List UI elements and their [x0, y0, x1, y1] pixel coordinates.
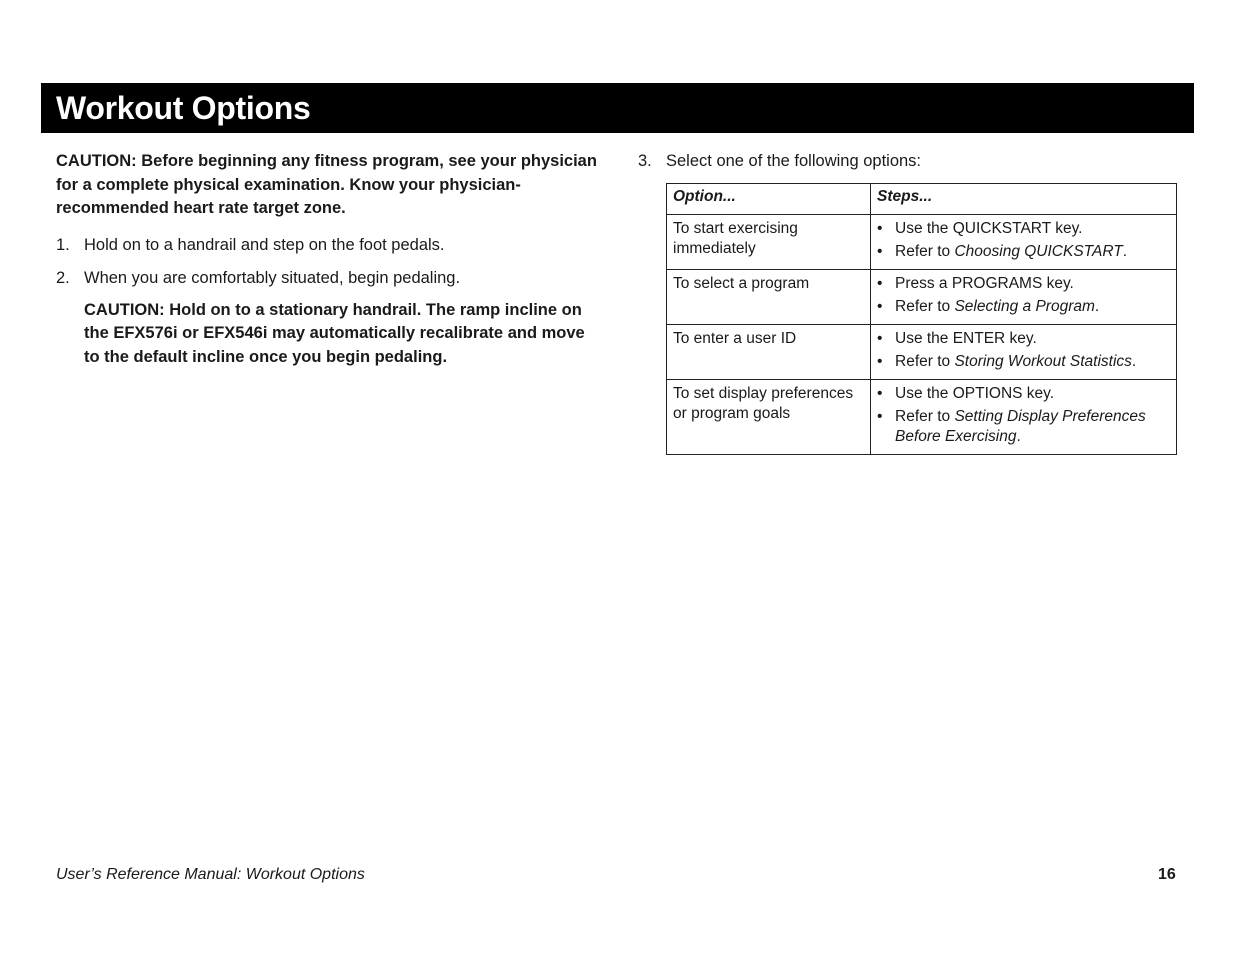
list-item: • Refer to Storing Workout Statistics.	[877, 353, 1137, 370]
right-column	[638, 150, 1178, 172]
step-1-number: 1.	[56, 235, 70, 254]
list-item: • Refer to Selecting a Program.	[877, 298, 1100, 315]
list-item: • Use the QUICKSTART key.	[877, 220, 1083, 237]
bullet-icon: •	[877, 243, 883, 260]
step-3	[638, 150, 1178, 172]
left-column	[56, 150, 601, 369]
bullet-icon: •	[877, 385, 883, 402]
step-3-number: 3.	[638, 152, 652, 170]
table-header-row	[667, 184, 1177, 215]
cross-reference: Storing Workout Statistics	[954, 353, 1132, 370]
steps-cell	[871, 325, 1177, 380]
step-1	[56, 234, 601, 256]
header-option: Option...	[667, 184, 871, 215]
table-row	[667, 380, 1177, 455]
bullet-icon: •	[877, 353, 883, 370]
table-row	[667, 325, 1177, 380]
bullet-icon: •	[877, 408, 883, 425]
option-cell: To select a program	[667, 270, 871, 325]
title-bar	[41, 83, 1194, 133]
options-table	[666, 183, 1177, 455]
bullet-icon: •	[877, 330, 883, 347]
list-item: • Use the ENTER key.	[877, 330, 1037, 347]
cross-reference: Setting Display Preferences Before Exercising	[895, 408, 1146, 445]
list-item: • Refer to Choosing QUICKSTART.	[877, 243, 1128, 260]
page-title: Workout Options	[56, 89, 311, 126]
step-1-text: Hold on to a handrail and step on the foot pedals.	[84, 235, 445, 254]
table-row	[667, 270, 1177, 325]
header-steps: Steps...	[871, 184, 1177, 215]
step-2-number: 2.	[56, 268, 70, 287]
steps-cell	[871, 215, 1177, 270]
steps-cell	[871, 380, 1177, 455]
bullet-icon: •	[877, 275, 883, 292]
cross-reference: Choosing QUICKSTART	[954, 243, 1123, 260]
step-3-text: Select one of the following options:	[666, 152, 922, 170]
cross-reference: Selecting a Program	[954, 298, 1095, 315]
table-row	[667, 215, 1177, 270]
caution-intro: CAUTION: Before beginning any fitness program, see your physician for a complete physical examination. Know your physician-recommended heart rate target zone.	[56, 152, 597, 217]
step-2	[56, 267, 601, 289]
option-cell: To start exercising immediately	[667, 215, 871, 270]
bullet-icon: •	[877, 298, 883, 315]
list-item: • Use the OPTIONS key.	[877, 385, 1055, 402]
caution-step-2: CAUTION: Hold on to a stationary handrail. The ramp incline on the EFX576i or EFX546i may automatically recalibrate and move to the default incline once you begin pedaling.	[84, 300, 585, 366]
list-item: • Press a PROGRAMS key.	[877, 275, 1074, 292]
option-cell: To set display preferences or program goals	[667, 380, 871, 455]
bullet-icon: •	[877, 220, 883, 237]
list-item: • Refer to Setting Display Preferences Before Exercising.	[877, 408, 1146, 445]
option-cell: To enter a user ID	[667, 325, 871, 380]
footer-page-number: 16	[1158, 866, 1176, 883]
steps-cell	[871, 270, 1177, 325]
footer-manual-title: User’s Reference Manual: Workout Options	[56, 866, 365, 883]
step-2-text: When you are comfortably situated, begin pedaling.	[84, 268, 461, 287]
